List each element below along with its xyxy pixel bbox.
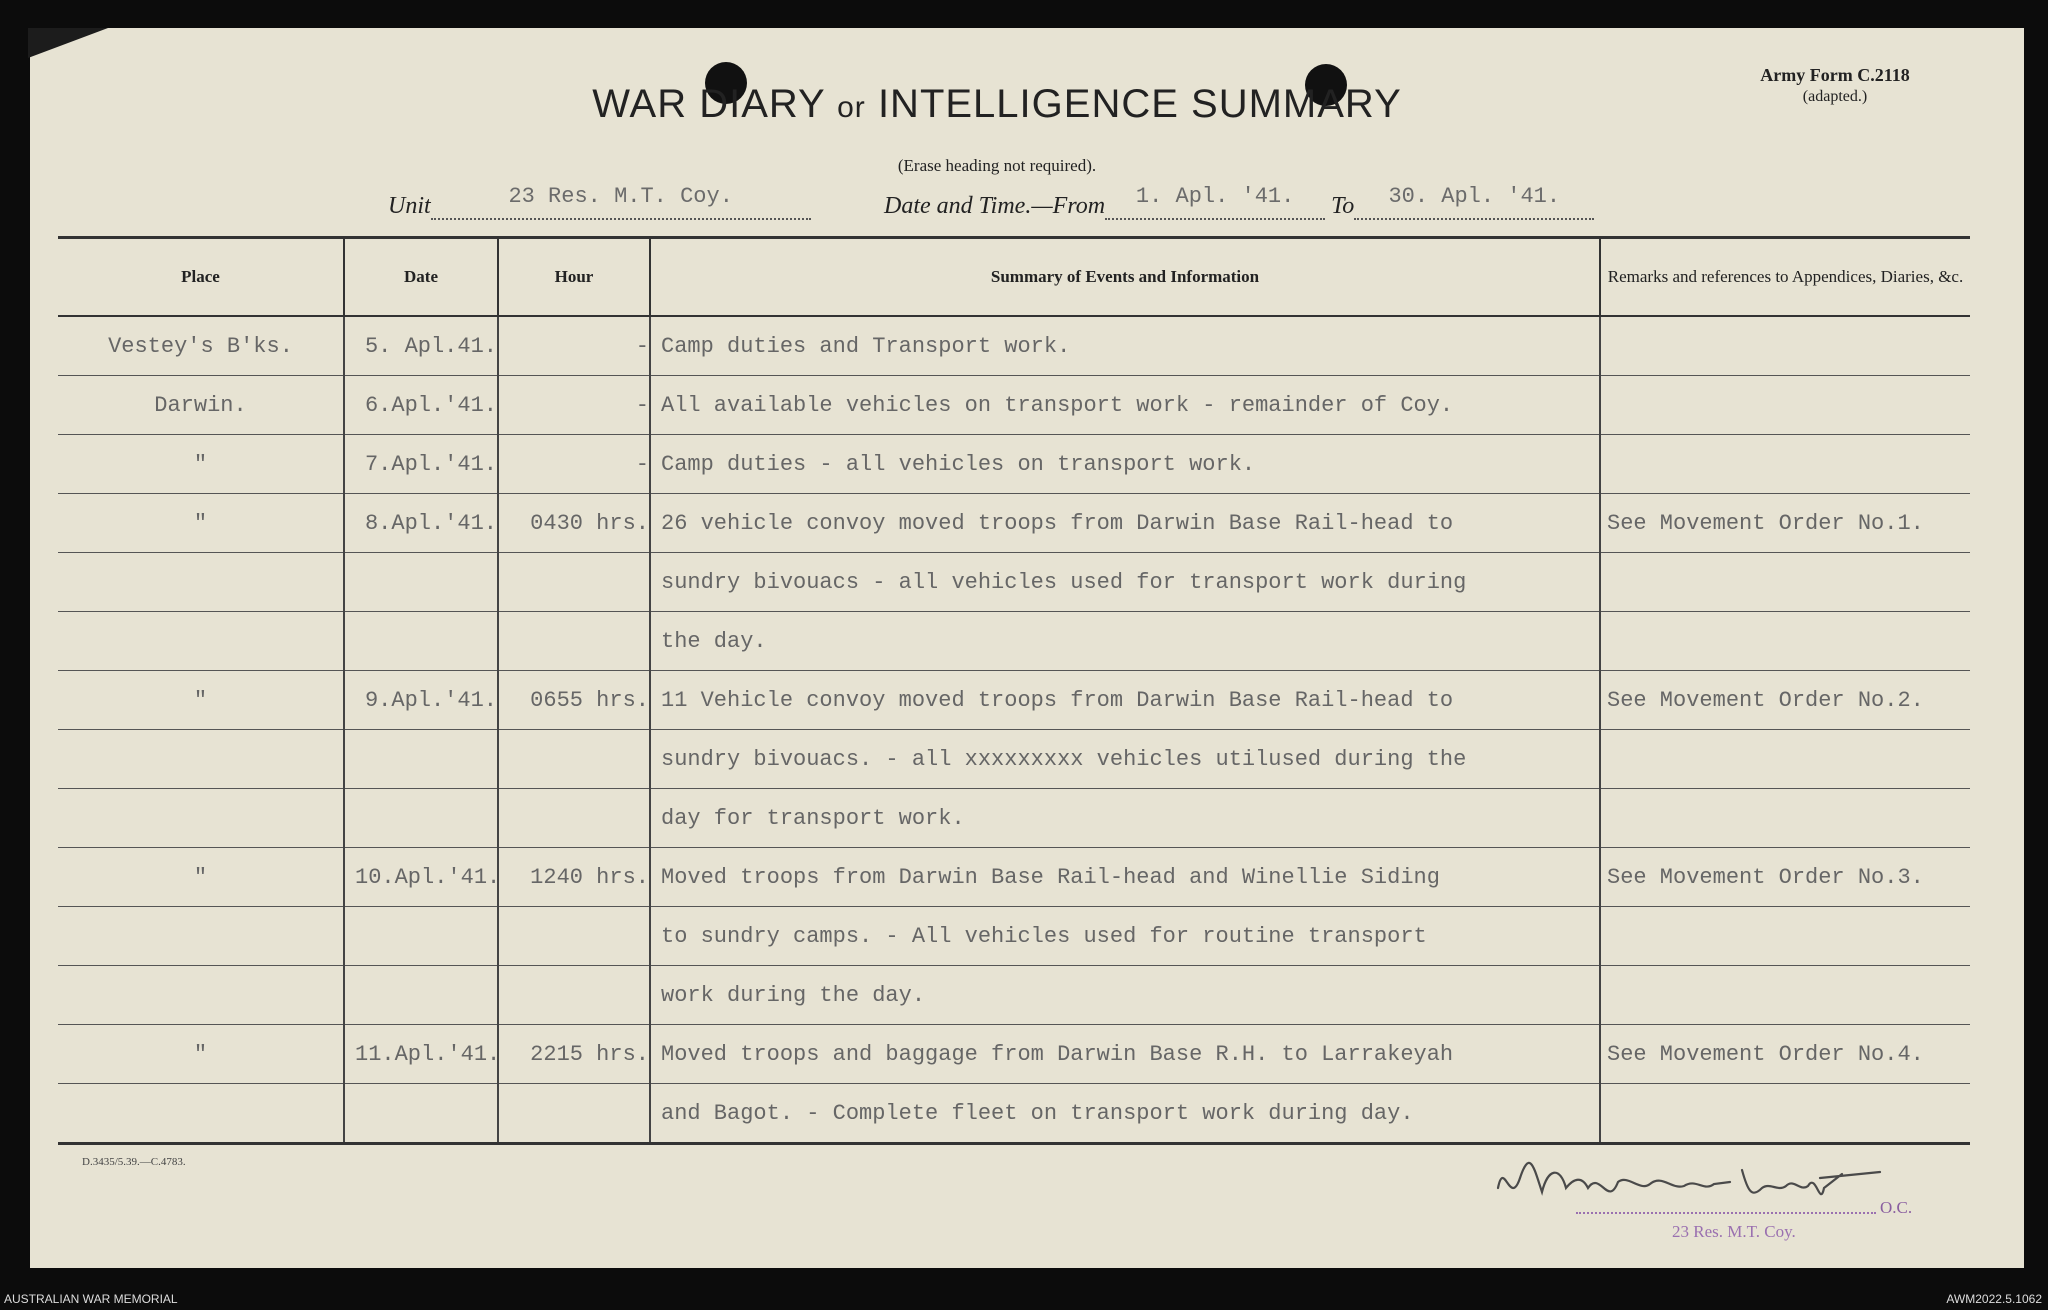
cell-date bbox=[344, 1084, 498, 1144]
cell-hour bbox=[498, 789, 650, 848]
title-rest: INTELLIGENCE SUMMARY bbox=[877, 82, 1402, 126]
cell-summary: sundry bivouacs - all vehicles used for transport work during bbox=[650, 553, 1600, 612]
cell-date: 10.Apl.'41. bbox=[344, 848, 498, 907]
cell-hour bbox=[498, 553, 650, 612]
cell-remarks bbox=[1600, 966, 1970, 1025]
cell-hour: 1240 hrs. bbox=[498, 848, 650, 907]
unit-field bbox=[431, 184, 811, 220]
diary-table bbox=[58, 236, 1970, 1145]
cell-hour bbox=[498, 1084, 650, 1144]
cell-remarks bbox=[1600, 1084, 1970, 1144]
cell-date: 9.Apl.'41. bbox=[344, 671, 498, 730]
cell-place: Vestey's B'ks. bbox=[58, 316, 344, 376]
cell-date bbox=[344, 966, 498, 1025]
cell-remarks bbox=[1600, 553, 1970, 612]
table-row bbox=[58, 553, 1970, 612]
cell-date: 5. Apl.41. bbox=[344, 316, 498, 376]
cell-place bbox=[58, 730, 344, 789]
cell-hour: - bbox=[498, 376, 650, 435]
cell-hour bbox=[498, 966, 650, 1025]
diary-body bbox=[58, 316, 1970, 1144]
cell-date bbox=[344, 730, 498, 789]
header-summary: Summary of Events and Information bbox=[650, 238, 1600, 317]
cell-summary: Moved troops and baggage from Darwin Base R.H. to Larrakeyah bbox=[650, 1025, 1600, 1084]
cell-place: " bbox=[58, 848, 344, 907]
handwritten-signature bbox=[1490, 1148, 1890, 1218]
cell-place bbox=[58, 553, 344, 612]
header-hour: Hour bbox=[498, 238, 650, 317]
archive-caption-right: AWM2022.5.1062 bbox=[1946, 1292, 2042, 1306]
table-row bbox=[58, 494, 1970, 553]
cell-place bbox=[58, 612, 344, 671]
cell-remarks bbox=[1600, 376, 1970, 435]
to-label: To bbox=[1331, 193, 1355, 219]
table-header-row bbox=[58, 238, 1970, 317]
cell-hour bbox=[498, 907, 650, 966]
cell-summary: the day. bbox=[650, 612, 1600, 671]
table-row bbox=[58, 671, 1970, 730]
cell-summary: day for transport work. bbox=[650, 789, 1600, 848]
table-row bbox=[58, 435, 1970, 494]
unit-line bbox=[388, 184, 811, 232]
cell-hour: 2215 hrs. bbox=[498, 1025, 650, 1084]
table-row bbox=[58, 730, 1970, 789]
cell-hour: 0430 hrs. bbox=[498, 494, 650, 553]
unit-stamp: 23 Res. M.T. Coy. bbox=[1672, 1222, 1796, 1241]
cell-hour: - bbox=[498, 316, 650, 376]
cell-date: 8.Apl.'41. bbox=[344, 494, 498, 553]
cell-remarks bbox=[1600, 789, 1970, 848]
cell-date bbox=[344, 612, 498, 671]
cell-remarks: See Movement Order No.2. bbox=[1600, 671, 1970, 730]
oc-label: O.C. bbox=[1880, 1198, 1913, 1217]
cell-date: 11.Apl.'41. bbox=[344, 1025, 498, 1084]
form-number-label: Army Form C.2118 bbox=[1760, 65, 1910, 85]
cell-place bbox=[58, 907, 344, 966]
cell-summary: Camp duties and Transport work. bbox=[650, 316, 1600, 376]
cell-summary: 11 Vehicle convoy moved troops from Darwin Base Rail-head to bbox=[650, 671, 1600, 730]
table-row bbox=[58, 907, 1970, 966]
table-row bbox=[58, 316, 1970, 376]
cell-summary: and Bagot. - Complete fleet on transport work during day. bbox=[650, 1084, 1600, 1144]
cell-summary: work during the day. bbox=[650, 966, 1600, 1025]
cell-remarks bbox=[1600, 316, 1970, 376]
cell-hour: 0655 hrs. bbox=[498, 671, 650, 730]
cell-remarks bbox=[1600, 612, 1970, 671]
table-row bbox=[58, 376, 1970, 435]
table-row bbox=[58, 966, 1970, 1025]
table-row bbox=[58, 789, 1970, 848]
header-place: Place bbox=[58, 238, 344, 317]
cell-place: " bbox=[58, 671, 344, 730]
unit-label: Unit bbox=[388, 193, 431, 219]
table-row bbox=[58, 1084, 1970, 1144]
cell-summary: 26 vehicle convoy moved troops from Darwin Base Rail-head to bbox=[650, 494, 1600, 553]
cell-date: 6.Apl.'41. bbox=[344, 376, 498, 435]
date-to-field bbox=[1354, 184, 1594, 220]
cell-place bbox=[58, 789, 344, 848]
cell-hour bbox=[498, 730, 650, 789]
printer-code: D.3435/5.39.—C.4783. bbox=[82, 1156, 186, 1168]
archive-caption-left: AUSTRALIAN WAR MEMORIAL bbox=[4, 1292, 178, 1306]
cell-remarks bbox=[1600, 435, 1970, 494]
date-from-field bbox=[1105, 184, 1325, 220]
cell-date bbox=[344, 553, 498, 612]
cell-remarks bbox=[1600, 730, 1970, 789]
cell-summary: Moved troops from Darwin Base Rail-head and Winellie Siding bbox=[650, 848, 1600, 907]
header-remarks: Remarks and references to Appendices, Diaries, &c. bbox=[1600, 238, 1970, 317]
cell-date: 7.Apl.'41. bbox=[344, 435, 498, 494]
cell-date bbox=[344, 907, 498, 966]
cell-place: Darwin. bbox=[58, 376, 344, 435]
date-to-value: 30. Apl. '41. bbox=[1388, 184, 1561, 209]
cell-summary: sundry bivouacs. - all xxxxxxxxx vehicles utilused during the bbox=[650, 730, 1600, 789]
header-date: Date bbox=[344, 238, 498, 317]
cell-date bbox=[344, 789, 498, 848]
date-from-value: 1. Apl. '41. bbox=[1135, 184, 1295, 209]
title-main: WAR DIARY bbox=[592, 82, 825, 126]
signature-line bbox=[1576, 1212, 1876, 1214]
cell-place: " bbox=[58, 1025, 344, 1084]
cell-place bbox=[58, 966, 344, 1025]
form-adapted-label: (adapted.) bbox=[1802, 88, 1868, 105]
cell-remarks bbox=[1600, 907, 1970, 966]
unit-value: 23 Res. M.T. Coy. bbox=[508, 184, 733, 209]
army-form-number bbox=[1700, 64, 1970, 108]
table-row bbox=[58, 848, 1970, 907]
cell-place bbox=[58, 1084, 344, 1144]
date-label: Date and Time.—From bbox=[884, 193, 1106, 219]
cell-summary: to sundry camps. - All vehicles used for routine transport bbox=[650, 907, 1600, 966]
cell-hour: - bbox=[498, 435, 650, 494]
table-row bbox=[58, 612, 1970, 671]
form-subtitle: (Erase heading not required). bbox=[897, 156, 1097, 175]
cell-summary: Camp duties - all vehicles on transport work. bbox=[650, 435, 1600, 494]
cell-remarks: See Movement Order No.4. bbox=[1600, 1025, 1970, 1084]
cell-remarks: See Movement Order No.1. bbox=[1600, 494, 1970, 553]
table-row bbox=[58, 1025, 1970, 1084]
cell-summary: All available vehicles on transport work - remainder of Coy. bbox=[650, 376, 1600, 435]
cell-place: " bbox=[58, 435, 344, 494]
form-title bbox=[0, 82, 1994, 127]
cell-remarks: See Movement Order No.3. bbox=[1600, 848, 1970, 907]
date-line bbox=[884, 184, 1594, 232]
cell-hour bbox=[498, 612, 650, 671]
cell-place: " bbox=[58, 494, 344, 553]
title-or: or bbox=[837, 91, 866, 124]
